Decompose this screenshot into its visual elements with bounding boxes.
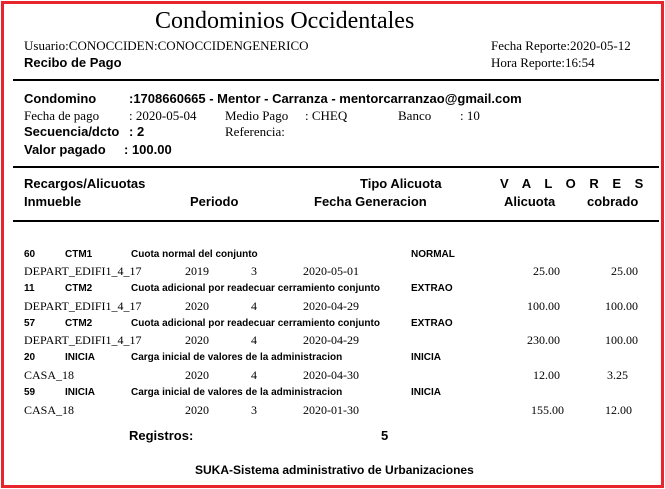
row-description: Cuota adicional por readecuar cerramiento conjunto [131, 318, 380, 329]
secuencia-value: : 2 [129, 124, 145, 139]
header-alicuota: Alicuota [504, 194, 556, 209]
row-alicuota: 155.00 [531, 403, 564, 417]
row-inmueble: DEPART_EDIFI1_4_17 [24, 264, 142, 278]
header-cobrado: cobrado [587, 194, 639, 209]
row-inmueble: CASA_18 [24, 403, 75, 417]
row-code: INICIA [65, 387, 95, 398]
row-description: Carga inicial de valores de la administracion [131, 387, 343, 398]
document-type: Recibo de Pago [24, 55, 122, 70]
row-mes: 4 [251, 333, 257, 347]
row-mes: 4 [251, 299, 257, 313]
medio-pago-value: : CHEQ [305, 108, 348, 123]
header-periodo: Periodo [190, 194, 239, 209]
row-fecha: 2020-04-29 [303, 333, 359, 347]
hora-reporte: Hora Reporte:16:54 [491, 55, 595, 70]
row-description: Cuota normal del conjunto [131, 249, 258, 260]
row-description: Carga inicial de valores de la administracion [131, 352, 343, 363]
row-inmueble: CASA_18 [24, 368, 75, 382]
row-tipo: INICIA [411, 387, 441, 398]
row-code: CTM1 [65, 249, 93, 260]
row-tipo: EXTRAO [411, 283, 453, 294]
divider [13, 166, 659, 168]
valor-pagado-value: : 100.00 [124, 142, 172, 157]
row-anio: 2019 [185, 264, 209, 278]
row-tipo: INICIA [411, 352, 441, 363]
row-fecha: 2020-01-30 [303, 403, 359, 417]
row-id: 59 [24, 387, 36, 398]
footer-system-name: SUKA-Sistema administrativo de Urbanizaciones [195, 463, 474, 477]
valor-pagado-label: Valor pagado [24, 142, 106, 157]
row-code: CTM2 [65, 318, 93, 329]
condominio-value: :1708660665 - Mentor - Carranza - mentorcarranzao@gmail.com [129, 91, 522, 106]
row-tipo: EXTRAO [411, 318, 453, 329]
row-anio: 2020 [185, 299, 209, 313]
row-mes: 3 [251, 403, 257, 417]
row-id: 11 [24, 283, 35, 294]
registros-label: Registros: [129, 428, 194, 443]
fecha-reporte: Fecha Reporte:2020-05-12 [491, 38, 631, 53]
header-valores: V A L O R E S [500, 176, 649, 191]
row-code: CTM2 [65, 283, 93, 294]
row-cobrado: 100.00 [605, 299, 638, 313]
fecha-pago-value: : 2020-05-04 [129, 108, 197, 123]
header-fecha-generacion: Fecha Generacion [314, 194, 427, 209]
row-alicuota: 100.00 [527, 299, 560, 313]
row-cobrado: 12.00 [605, 403, 632, 417]
row-mes: 3 [251, 264, 257, 278]
divider [13, 79, 659, 81]
row-inmueble: DEPART_EDIFI1_4_17 [24, 299, 142, 313]
row-cobrado: 100.00 [605, 333, 638, 347]
row-anio: 2020 [185, 368, 209, 382]
secuencia-label: Secuencia/dcto [24, 124, 120, 139]
row-alicuota: 25.00 [533, 264, 560, 278]
row-tipo: NORMAL [411, 249, 455, 260]
condominio-label: Condomino [24, 91, 97, 106]
header-tipo-alicuota: Tipo Alicuota [360, 176, 442, 191]
row-alicuota: 12.00 [533, 368, 560, 382]
registros-count: 5 [381, 428, 389, 443]
row-cobrado: 25.00 [611, 264, 638, 278]
row-id: 20 [24, 352, 36, 363]
referencia-label: Referencia: [225, 124, 285, 139]
row-mes: 4 [251, 368, 257, 382]
row-fecha: 2020-04-29 [303, 299, 359, 313]
banco-label: Banco [398, 108, 432, 123]
usuario-line: Usuario:CONOCCIDEN:CONOCCIDENGENERICO [24, 38, 309, 53]
header-inmueble: Inmueble [24, 194, 82, 209]
row-inmueble: DEPART_EDIFI1_4_17 [24, 333, 142, 347]
fecha-pago-label: Fecha de pago [24, 108, 100, 123]
row-cobrado: 3.25 [607, 368, 628, 382]
row-anio: 2020 [185, 403, 209, 417]
row-id: 60 [24, 249, 36, 260]
row-alicuota: 230.00 [527, 333, 560, 347]
row-anio: 2020 [185, 333, 209, 347]
banco-value: : 10 [460, 108, 480, 123]
row-id: 57 [24, 318, 36, 329]
report-title: Condominios Occidentales [155, 8, 415, 34]
divider [13, 220, 659, 222]
row-fecha: 2020-05-01 [303, 264, 359, 278]
medio-pago-label: Medio Pago [225, 108, 289, 123]
row-description: Cuota adicional por readecuar cerramiento conjunto [131, 283, 380, 294]
row-code: INICIA [65, 352, 95, 363]
header-recargos: Recargos/Alicuotas [24, 176, 146, 191]
row-fecha: 2020-04-30 [303, 368, 359, 382]
